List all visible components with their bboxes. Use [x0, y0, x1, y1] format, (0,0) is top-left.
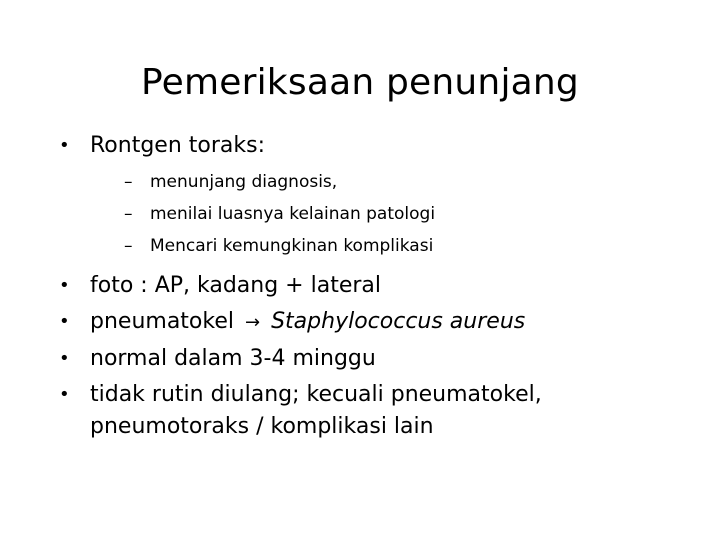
dash-glyph: – [124, 204, 133, 224]
bullet-text-line-1: tidak rutin diulang; kecuali pneumatokel, [90, 382, 542, 407]
sub-item-text: menilai luasnya kelainan patologi [150, 204, 436, 224]
dash-glyph: – [124, 236, 133, 256]
bullet-item-foto [54, 270, 694, 302]
bullet-text-line-2: pneumotoraks / komplikasi lain [90, 414, 434, 439]
dash-glyph: – [124, 172, 133, 192]
organism-name: Staphylococcus aureus [271, 309, 526, 334]
bullet-glyph: • [59, 135, 70, 156]
bullet-text: Rontgen toraks: [90, 133, 265, 158]
bullet-list [54, 130, 694, 447]
right-arrow-icon: → [245, 312, 261, 333]
bullet-glyph: • [59, 384, 70, 405]
sub-list [54, 166, 694, 262]
sub-item-text: Mencari kemungkinan komplikasi [150, 236, 434, 256]
sub-item-diagnosis [124, 166, 694, 198]
sub-item-komplikasi [124, 230, 694, 262]
bullet-text: foto : AP, kadang + lateral [90, 273, 381, 298]
sub-item-patologi [124, 198, 694, 230]
bullet-text: pneumatokel [90, 309, 234, 334]
bullet-text: normal dalam 3-4 minggu [90, 346, 376, 371]
bullet-item-tidak-rutin [54, 379, 694, 443]
bullet-glyph: • [59, 275, 70, 296]
bullet-glyph: • [59, 311, 70, 332]
bullet-item-pneumatokel [54, 306, 694, 339]
bullet-glyph: • [59, 348, 70, 369]
bullet-item-normal [54, 343, 694, 375]
bullet-item-rontgen [54, 130, 694, 162]
sub-item-text: menunjang diagnosis, [150, 172, 338, 192]
slide-title: Pemeriksaan penunjang [141, 62, 579, 103]
